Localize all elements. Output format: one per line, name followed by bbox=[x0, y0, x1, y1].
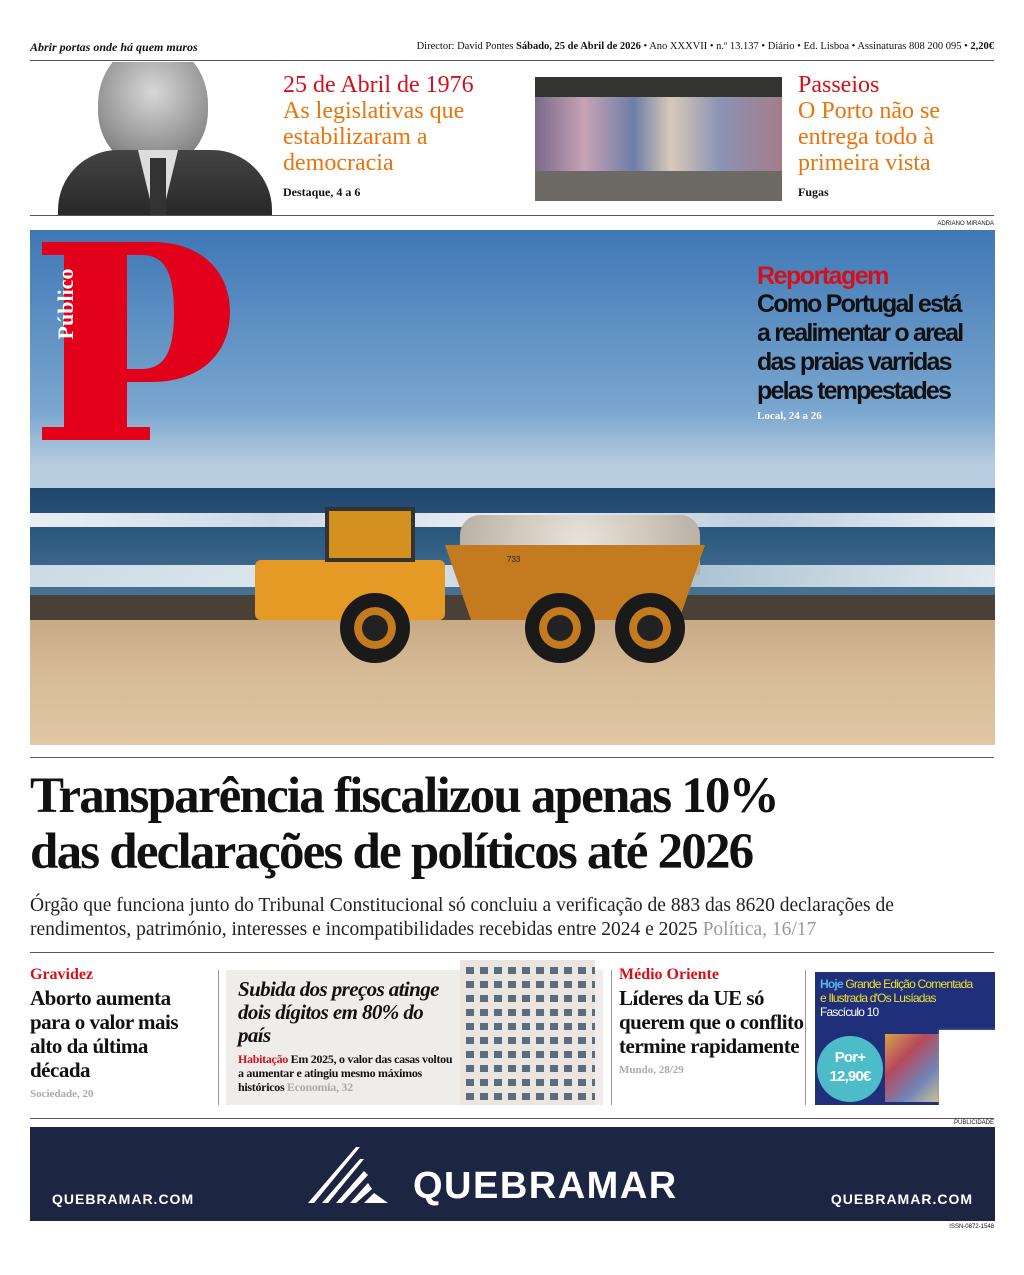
masthead-info bbox=[417, 41, 994, 52]
logo-text: Público bbox=[53, 268, 78, 340]
tagline: Abrir portas onde há quem muros bbox=[30, 40, 198, 54]
summary-text: Órgão que funciona junto do Tribunal Constitucional só concluiu a verificação de 883 das 8620 declarações de rendimentos, património, interesses e incompatibilidades recebidas entre 2024 e 2025 bbox=[30, 895, 894, 940]
story-medio-oriente[interactable] bbox=[619, 966, 804, 1076]
headline-line: Transparência fiscalizou apenas 10% bbox=[30, 768, 778, 824]
story-kicker: Médio Oriente bbox=[619, 966, 719, 983]
headline-line: das declarações de políticos até 2026 bbox=[30, 824, 753, 880]
truck-number: 733 bbox=[507, 555, 521, 564]
story-kicker: Gravidez bbox=[30, 966, 94, 983]
promo-today: Hoje bbox=[820, 977, 843, 991]
teaser-1[interactable] bbox=[283, 72, 523, 200]
book-cover bbox=[939, 1030, 995, 1105]
teaser-kicker: 25 de Abril de 1976 bbox=[283, 72, 474, 98]
story-body bbox=[238, 1052, 458, 1094]
graffiti-photo bbox=[535, 77, 782, 201]
teaser-kicker: Passeios bbox=[798, 72, 880, 98]
photo-section: Local, 24 a 26 bbox=[757, 410, 822, 422]
story-gravidez[interactable] bbox=[30, 966, 210, 1100]
photo-credit: ADRIANO MIRANDA bbox=[937, 221, 994, 227]
lead-summary bbox=[30, 894, 1000, 942]
story-kicker: Habitação bbox=[238, 1052, 288, 1066]
price-label: Por+ bbox=[834, 1049, 866, 1066]
teaser-section: Fugas bbox=[798, 185, 829, 199]
lead-headline[interactable] bbox=[30, 768, 778, 880]
teaser-title: As legislativas que estabilizaram a democracia bbox=[283, 98, 465, 176]
director: Director: David Pontes bbox=[416, 41, 514, 52]
promo-line2: e Ilustrada d'Os Lusíadas bbox=[820, 991, 936, 1005]
story-section: Economia, 32 bbox=[287, 1080, 353, 1094]
promo-line1: Grande Edição Comentada bbox=[845, 977, 973, 991]
ad-url-right[interactable]: QUEBRAMAR.COM bbox=[830, 1191, 973, 1207]
story-title: Subida dos preços atinge dois dígitos em 80% do país bbox=[238, 977, 439, 1047]
teaser-title: O Porto não se entrega todo à primeira vista bbox=[798, 98, 940, 176]
teaser-2[interactable] bbox=[798, 72, 998, 200]
ad-url-left[interactable]: QUEBRAMAR.COM bbox=[52, 1191, 195, 1207]
dump-truck bbox=[245, 505, 725, 665]
teaser-section: Destaque, 4 a 6 bbox=[283, 185, 361, 199]
story-text: Em 2025, o valor das casas voltou a aumentar e atingiu mesmo máximos históricos bbox=[238, 1052, 453, 1094]
promo-issue: Fascículo 10 bbox=[820, 1005, 879, 1019]
story-habitacao[interactable] bbox=[226, 970, 603, 1105]
issue-meta: • Ano XXXVII • n.º 13.137 • Diário • Ed. Lisboa • Assinaturas 808 200 095 • bbox=[643, 41, 968, 52]
price-badge bbox=[817, 1036, 883, 1102]
ad-label: PUBLICIDADE bbox=[953, 1120, 994, 1126]
publico-logo bbox=[42, 242, 232, 442]
issue-date: Sábado, 25 de Abril de 2026 bbox=[516, 41, 641, 52]
book-art bbox=[885, 1034, 945, 1102]
story-section: Mundo, 28/29 bbox=[619, 1064, 684, 1076]
story-title: Líderes da UE só querem que o conflito termine rapidamente bbox=[619, 986, 804, 1058]
photo-story[interactable] bbox=[757, 262, 977, 422]
ad-brand: QUEBRAMAR bbox=[413, 1165, 678, 1207]
quebramar-logo-icon bbox=[308, 1145, 393, 1205]
issn: ISSN-0872-1548 bbox=[949, 1224, 994, 1230]
summary-section: Política, 16/17 bbox=[702, 919, 817, 940]
promo-lusiadas[interactable] bbox=[815, 972, 995, 1105]
portrait-photo bbox=[58, 62, 272, 215]
photo-kicker: Reportagem bbox=[757, 262, 888, 290]
story-section: Sociedade, 20 bbox=[30, 1088, 94, 1100]
promo-price: 12,90€ bbox=[829, 1068, 871, 1085]
price: 2,20€ bbox=[970, 41, 994, 52]
photo-title: Como Portugal está a realimentar o areal das praias varridas pelas tempestades bbox=[757, 290, 963, 405]
story-title: Aborto aumenta para o valor mais alto da última década bbox=[30, 986, 179, 1082]
ad-banner[interactable] bbox=[30, 1127, 995, 1221]
